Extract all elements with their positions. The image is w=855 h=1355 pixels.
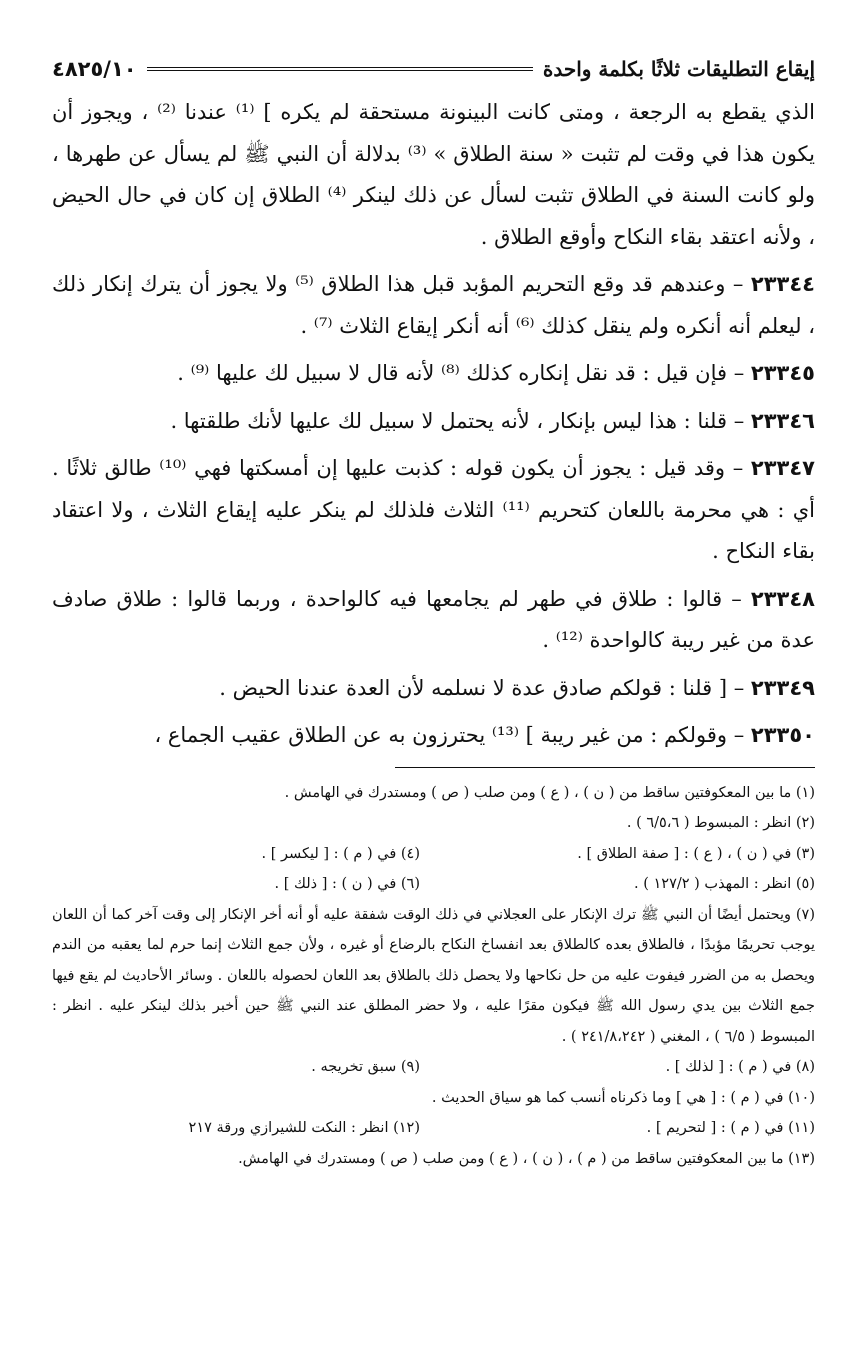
footnote-6: (٦) في ( ن ) : [ ذلك ] . bbox=[274, 876, 420, 892]
paragraph-text: – قلنا : هذا ليس بإنكار ، لأنه يحتمل لا سبيل لك عليها لأنك طلقتها . bbox=[170, 408, 745, 433]
paragraph-number: ٢٣٣٤٥ bbox=[750, 361, 815, 385]
footnote-separator bbox=[395, 767, 815, 768]
footnote-8: (٨) في ( م ) : [ لذلك ] . bbox=[665, 1059, 815, 1075]
paragraph-23349 bbox=[52, 668, 815, 710]
footnote-row bbox=[52, 1052, 815, 1083]
paragraph-text: – وقد قيل : يجوز أن يكون قوله : كذبت عليها إن أمسكتها فهي ⁽¹⁰⁾ طالق ثلاثًا . أي : هي محرمة باللعان كتحريم ⁽¹¹⁾ الثلاث فلذلك لم ينكر عليه إيقاع الثلاث ، ولا اعتقاد بقاء النكاح . bbox=[52, 456, 815, 563]
header-rule bbox=[147, 67, 533, 71]
footnote-2: (٢) انظر : المبسوط ( ٦/٥،٦ ) . bbox=[626, 815, 815, 831]
page-number: ٤٨٢٥/١٠ bbox=[52, 57, 137, 81]
main-text bbox=[52, 92, 815, 757]
footnote-4: (٤) في ( م ) : [ ليكسر ] . bbox=[261, 845, 420, 862]
footnote-7: (٧) ويحتمل أيضًا أن النبي ﷺ ترك الإنكار على العجلاني في ذلك الوقت شفقة عليه أو أنه أخر الإنكار إلى وقت آخر كما أن اللعان يوجب تحريمًا مؤبدًا ، فالطلاق بعده كالطلاق بعد انفساخ النكاح بالرضاع أو غيره ، ولأن جمع الثلاث إنما حرم لما يعقبه من الندم ويحصل به من الضرر فيفوت عليه من حل نكاحها ولا يحصل ذلك بالطلاق بعد اللعان لحصوله باللعان . وسائر الأحاديث لم يقع فيها جمع الثلاث بين يدي رسول الله ﷺ فيكون مقرًا عليه ، ولا حضر المطلق عند النبي ﷺ حين أخبر بذلك لينكر عليه . انظر : المبسوط ( ٦/٥ ) ، المغني ( ٢٤١/٨،٢٤٢ ) . bbox=[52, 906, 815, 1045]
footnote-12: (١٢) انظر : النكت للشيرازي ورقة ٢١٧ bbox=[188, 1120, 420, 1136]
intro-paragraph: الذي يقطع به الرجعة ، ومتى كانت البينونة مستحقة لم يكره ] ⁽¹⁾ عندنا ⁽²⁾ ، ويجوز أن يكون هذا في وقت لم تثبت « سنة الطلاق » ⁽³⁾ بدلالة أن النبي ﷺ لم يسأل عن طهرها ، ولو كانت السنة في الطلاق تثبت لسأل عن ذلك لينكر ⁽⁴⁾ الطلاق إن كان في حال الحيض ، ولأنه اعتقد بقاء النكاح وأوقع الطلاق . bbox=[52, 100, 816, 249]
footnote-11: (١١) في ( م ) : [ لتحريم ] . bbox=[646, 1120, 815, 1136]
paragraph-23346 bbox=[52, 401, 815, 443]
paragraph-23350 bbox=[52, 715, 815, 757]
paragraph-number: ٢٣٣٤٧ bbox=[750, 456, 815, 480]
paragraph-23348 bbox=[52, 579, 815, 662]
footnote-row bbox=[52, 869, 815, 900]
footnote-5: (٥) انظر : المهذب ( ١٢٧/٢ ) . bbox=[634, 876, 815, 892]
paragraph-number: ٢٣٣٤٦ bbox=[750, 408, 815, 433]
paragraph-23344 bbox=[52, 264, 815, 347]
footnote-row bbox=[52, 1113, 815, 1144]
running-title: إيقاع التطليقات ثلاثًا بكلمة واحدة bbox=[542, 57, 815, 81]
paragraph-number: ٢٣٣٤٩ bbox=[750, 675, 815, 700]
paragraph-text: – [ قلنا : قولكم صادق عدة لا نسلمه لأن العدة عندنا الحيض . bbox=[219, 675, 745, 700]
paragraph-23345 bbox=[52, 353, 815, 395]
paragraph-text: – فإن قيل : قد نقل إنكاره كذلك ⁽⁸⁾ لأنه قال لا سبيل لك عليها ⁽⁹⁾ . bbox=[177, 361, 745, 385]
page-header bbox=[52, 52, 815, 86]
paragraph-number: ٢٣٣٤٤ bbox=[750, 272, 815, 296]
footnote-10: (١٠) في ( م ) : [ هي ] وما ذكرناه أنسب كما هو سياق الحديث . bbox=[431, 1089, 815, 1106]
footnote-3: (٣) في ( ن ) ، ( ع ) : [ صفة الطلاق ] . bbox=[577, 845, 815, 862]
paragraph-number: ٢٣٣٤٨ bbox=[750, 586, 815, 611]
footnote-13: (١٣) ما بين المعكوفتين ساقط من ( م ) ، ( ن ) ، ( ع ) ومن صلب ( ص ) ومستدرك في الهامش. bbox=[238, 1150, 815, 1167]
paragraph-text: – قالوا : طلاق في طهر لم يجامعها فيه كالواحدة ، وربما قالوا : طلاق صادف عدة من غير ريبة كالواحدة ⁽¹²⁾ . bbox=[52, 586, 815, 652]
paragraph-text: – وعندهم قد وقع التحريم المؤبد قبل هذا الطلاق ⁽⁵⁾ ولا يجوز أن يترك إنكار ذلك ، ليعلم أنه أنكره ولم ينقل كذلك ⁽⁶⁾ أنه أنكر إيقاع الثلاث ⁽⁷⁾ . bbox=[52, 272, 815, 338]
paragraph-number: ٢٣٣٥٠ bbox=[750, 723, 815, 747]
footnote-9: (٩) سبق تخريجه . bbox=[311, 1059, 420, 1075]
footnote-1: (١) ما بين المعكوفتين ساقط من ( ن ) ، ( ع ) ومن صلب ( ص ) ومستدرك في الهامش . bbox=[284, 784, 815, 801]
paragraph-23347 bbox=[52, 448, 815, 573]
paragraph-text: – وقولكم : من غير ريبة ] ⁽¹³⁾ يحترزون به عن الطلاق عقيب الجماع ، bbox=[154, 723, 745, 747]
footnote-row bbox=[52, 839, 815, 870]
footnotes bbox=[52, 778, 815, 1175]
